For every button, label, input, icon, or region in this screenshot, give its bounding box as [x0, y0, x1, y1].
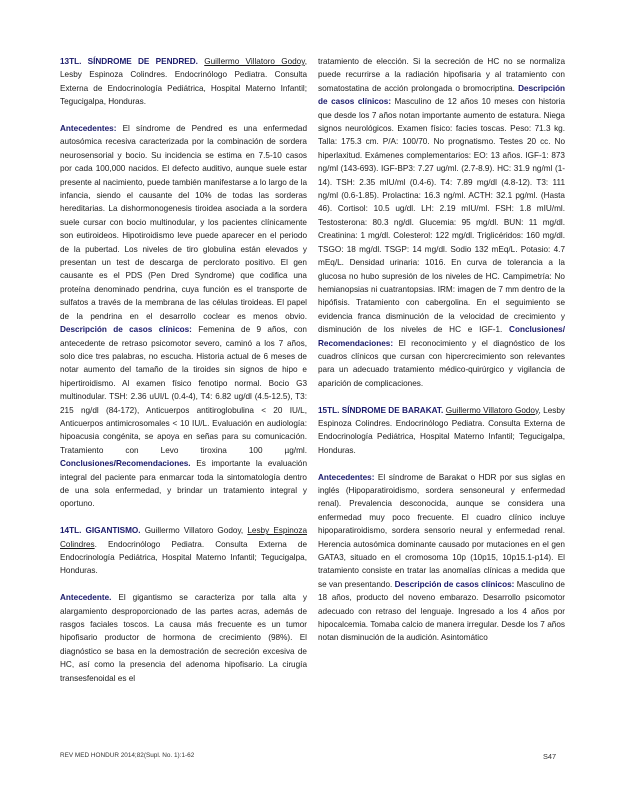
abstract-14-descripcion-label: Descripción de casos clínicos: — [318, 83, 565, 107]
right-column — [318, 55, 565, 645]
abstract-14-body-cont — [318, 55, 565, 390]
abstract-14-authors-pre: Guillermo Villatoro Godoy, — [140, 526, 248, 536]
abstract-13-descripcion-label: Descripción de casos clínicos: — [60, 325, 192, 335]
abstract-15-antecedentes-label: Antecedentes: — [318, 472, 375, 482]
abstract-14-body-start — [60, 591, 307, 685]
abstract-13-antecedentes-text: El síndrome de Pendred es una enfermedad autosómica recesiva caracterizada por la combinación de sordera neurosensorial y bocio. Su incidencia se estima en 7.5-10 casos por cada 100,000 nacidos. El defecto auditivo, aunque suele estar presente al nacimiento, puede también manifestarse a lo largo de la infancia, siendo el causante del 10% de todas las sorderas hereditarias. La dishormonogenesis tiroidea asociada a la sordera suele cursar con bocio multinodular, y los pacientes clínicamente son eutiroideos. Hipotiroidismo leve puede aparecer en el periodo de la pubertad. Los niveles de tiro globulina están elevados y presentan un test de descarga de perclorato positivo. El gen causante es el PDS (Pen Dred Syndrome) que codifica una proteína denominado pendrina, cuya función es el transporte de sulfatos a través de la membrana de las células tiroideas. El papel de la pendrina en el desarrollo coclear es menos obvio. — [60, 124, 307, 321]
abstract-14-authors: . Endocrinólogo Pediatra. Consulta Externa de Endocrinología Pediátrica, Hospital Materno Infantil; Tegucigalpa, Honduras. — [60, 539, 307, 576]
abstract-14-conclusiones-text: El reconocimiento y el diagnóstico de los cuadros clínicos que cursan con hipercrecimiento son relevantes para un adecuado tratamiento médico-quirúrgico y vigilancia de aparición de complicaciones. — [318, 338, 565, 388]
abstract-14-author-underlined: Lesby Espinoza Colindres — [60, 526, 308, 549]
abstract-15-antecedentes-text: El síndrome de Barakat o HDR por sus siglas en inglés (Hipoparatiroidismo, sordera sensoneural y enfermedad renal). Prevalencia desconocida, aunque se considera una enfermedad muy poco frecuente. El cuadro clínico incluye hipoparatiroidismo, sordera sensorio neural y enfermedad renal. Herencia autosómica dominante causado por mutaciones en el gen GATA3, situado en el cromosoma 10p (10p15, 10p15.1-p14). El tratamiento consiste en tratar las anomalías clínicas a medida que se van presentando. — [318, 472, 565, 589]
abstract-15-title: 15TL. SÍNDROME DE BARAKAT. — [318, 405, 444, 415]
abstract-13-title: 13TL. SÍNDROME DE PENDRED. — [60, 57, 198, 66]
abstract-13-body — [60, 122, 307, 511]
abstract-13-antecedentes-label: Antecedentes: — [60, 124, 117, 134]
abstract-14-header — [60, 524, 307, 578]
left-column — [60, 55, 307, 685]
abstract-14-title: 14TL. GIGANTISMO. — [60, 526, 141, 536]
abstract-13-conclusiones-label: Conclusiones/Recomendaciones. — [60, 459, 191, 469]
abstract-15-descripcion-text: Masculino de 18 años, producto del noveno embarazo. Desarrollo psicomotor adecuado con retraso del lenguaje. Ingresado a los 4 años por hipocalcemia. Tomaba calcio de manera irregular. Desde los 7 años notan disminución de la audición. Asintomático — [318, 579, 565, 643]
abstract-14-continued-text: tratamiento de elección. Si la secreción de HC no se normaliza puede recurrirse a la radiación hipofisaria y al tratamiento con somatostatina de acción prolongada o bromocriptina. — [318, 57, 565, 93]
abstract-15-body — [318, 471, 565, 645]
page-number: S47 — [543, 752, 557, 761]
abstract-15-author-underlined: Guillermo Villatoro Godoy — [445, 405, 539, 415]
footer-citation: REV MED HONDUR 2014;82(Supl. No. 1):1-62 — [60, 752, 195, 759]
abstract-13-author-underlined: Guillermo Villatoro Godoy — [204, 57, 305, 66]
abstract-14-descripcion-text: Masculino de 12 años 10 meses con historia que desde los 7 años notan importante aumento de estatura. Niega signos neurológicos. Examen físico: facies toscas. Peso: 71.3 kg. Talla: 175.3 cm. P/A: 100/70. No prognatismo. Testes 20 cc. No hiperlaxitud. Exámenes complementarios: EO: 13 años. IGF-1: 873 ng/ml (143-693). IGF-BP3: 7.27 ug/ml. (2.7-8.9). HC: 31.9 ng/ml (1-14). TSH: 2.35 mIU/ml (0.4-6). T4: 7.89 mg/dl (4.8-12). T3: 111 ng/ml (0.6-1.85). Prolactina: 16.3 ng/ml. ACTH: 32.1 pg/ml. (Hasta 46). Cortisol: 10.5 ug/dl. LH: 2.19 mIU/ml. FSH: 1.8 mIU/ml. Testosterona: 80.3 ng/dl. Glucemia: 95 mg/dl. BUN: 11 mg/dl. Creatinina: 1 mg/dl. Colesterol: 122 mg/dl. Triglicéridos: 160 mg/dl. TSGO: 18 mg/dl. TSGP: 14 mg/dl. Sodio 132 mEq/L. Potasio: 4.7 mEq/L. Densidad urinaria: 1016. En curva de tolerancia a la glucosa no hubo supresión de los niveles de HC. Campimetría: No hemianopsias ni cuatrantopsias. IRM: imagen de 7 mm dentro de la hipófisis. Tratamiento con cabergolina. En el seguimiento se evidencia franca disminución de la velocidad de crecimiento y disminución de los niveles de HC e IGF-1. — [318, 97, 565, 335]
abstract-15-authors: , Lesby Espinoza Colindres. Endocrinólogo Pediatra. Consulta Externa de Endocrinología Pediátrica, Hospital Materno Infantil; Tegucigalpa, Honduras. — [318, 405, 565, 455]
abstract-14-antecedente-text: El gigantismo se caracteriza por talla alta y alargamiento desproporcionado de las partes acras, además de rasgos faciales toscos. La causa más frecuente es un tumor hipofisario productor de hormona de crecimiento (98%). El diagnóstico se basa en la demostración de secreción excesiva de HC, así como la presencia del adenoma hipofisario. La cirugía transesfenoidal es el — [60, 593, 307, 683]
abstract-13-header — [60, 55, 307, 109]
abstract-13-authors: , Lesby Espinoza Colindres. Endocrinólogo Pediatra. Consulta Externa de Endocrinología Pediátrica, Hospital Materno Infantil; Tegucigalpa, Honduras. — [60, 57, 308, 107]
abstract-13-conclusiones-text: Es importante la evaluación integral del paciente para enmarcar toda la sintomatología dentro de una sola enfermedad, y brindar un tratamiento integral y oportuno. — [60, 459, 307, 509]
abstract-15-descripcion-label: Descripción de casos clínicos: — [392, 579, 515, 589]
abstract-14-conclusiones-label: Conclusiones/ Recomendaciones: — [318, 325, 565, 348]
abstract-15-header — [318, 404, 565, 458]
abstract-13-descripcion-text: Femenina de 9 años, con antecedente de retraso psicomotor severo, caminó a los 7 años, solo dice tres palabras, no escucha. Historia actual de 6 meses de notar aumento del tamaño de la tiroides sin signos de hipo e hipertiroidismo. Al examen físico fenotipo normal. Bocio G3 multinodular. TSH: 2.36 uUI/L (0.4-4), T4: 6.82 ug/dl (4.5-12.5), T3: 215 ng/dl (84-172), Anticuerpos antitiroglobulina < 20 IU/L, Anticuerpos antimicrosomales < 10 IU/L. Evaluación en audiología: hipoacusia congénita, se apoya en señas para su comunicación. Tratamiento con Levo tiroxina 100 µg/ml. — [60, 325, 307, 455]
abstract-14-antecedente-label: Antecedente. — [60, 593, 112, 603]
